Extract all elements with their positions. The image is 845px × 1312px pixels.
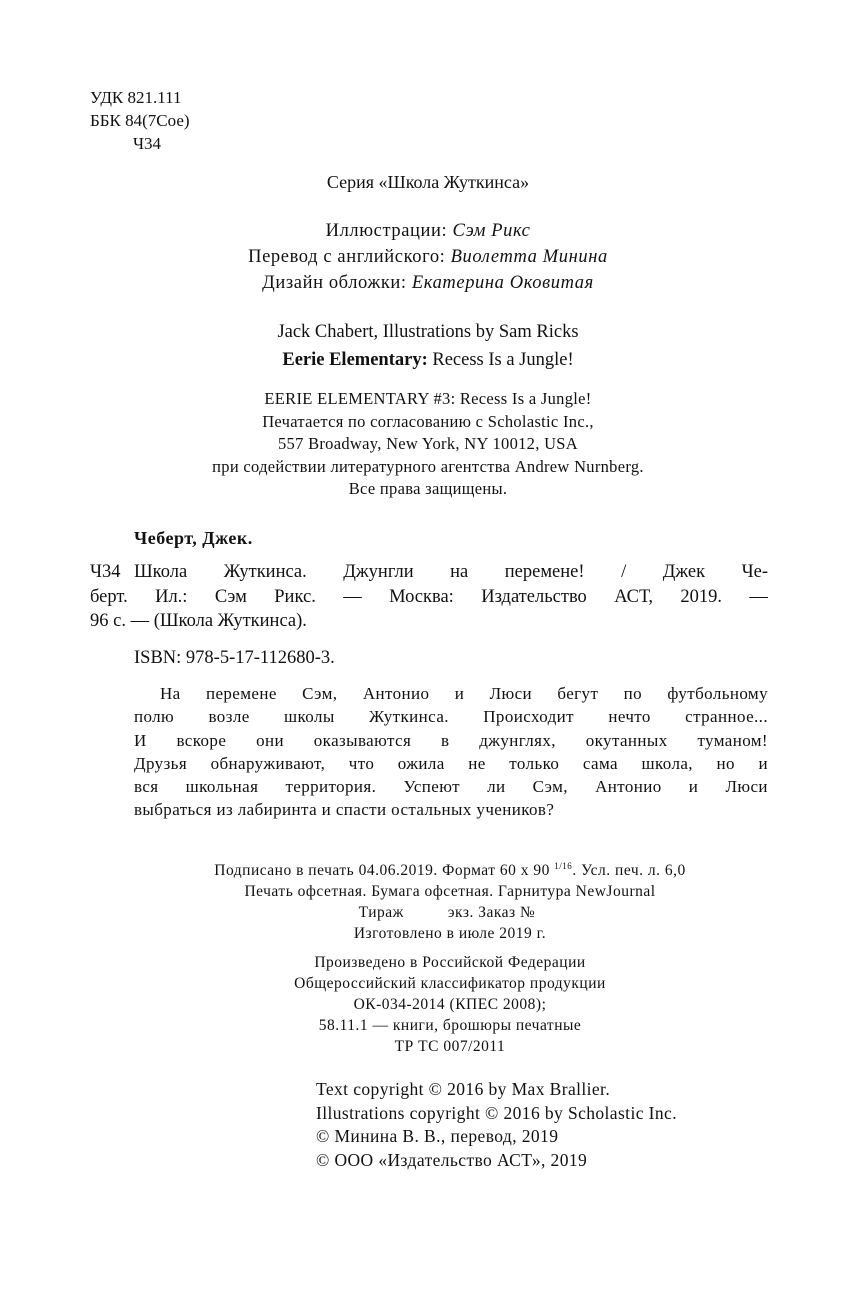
annotation-word: странное... — [685, 707, 768, 727]
annotation-word: школьная — [185, 777, 259, 797]
isbn: ISBN: 978-5-17-112680-3. — [134, 648, 335, 668]
annotation-word: возле — [208, 707, 250, 727]
credit-illustrations: Иллюстрации: Сэм Рикс — [325, 221, 531, 241]
rights-line: EERIE ELEMENTARY #3: Recess Is a Jungle! — [264, 389, 592, 408]
format-fraction: 1/16 — [554, 861, 573, 871]
entry-line-1-text — [134, 560, 768, 585]
rights-line: при содействии литературного агентства Andrew Nurnberg. — [212, 456, 644, 476]
annotation-word: в — [440, 730, 450, 750]
made-line: Изготовлено в июле 2019 г. — [353, 925, 547, 943]
entry-line-2 — [90, 585, 768, 610]
entry-word: Джунгли — [343, 562, 414, 582]
annotation-word: Происходит — [483, 707, 574, 727]
annotation-word: ожила — [397, 753, 445, 773]
annotation-word: выбраться из лабиринта и спасти остальных учеников? — [134, 800, 555, 820]
annotation-line — [134, 775, 768, 798]
production-line: Произведено в Российской Федерации — [314, 954, 586, 971]
annotation-word: Друзья — [134, 753, 188, 773]
entry-word: на — [450, 562, 469, 582]
copyright-block — [316, 1078, 677, 1172]
copyright-line: Text copyright © 2016 by Max Brallier. — [316, 1079, 611, 1099]
production-block — [0, 952, 845, 1057]
copies-label: экз. Заказ № — [447, 904, 536, 922]
author-heading: Чеберт, Джек. — [134, 528, 253, 548]
annotation-word: вскоре — [176, 730, 227, 750]
annotation-word: по — [623, 684, 643, 703]
copyright-line: Illustrations copyright © 2016 by Scholastic Inc. — [316, 1102, 677, 1123]
annotation-word: школы — [283, 707, 335, 727]
entry-code: Ч34 — [90, 562, 121, 582]
entry-word: Ил.: — [155, 586, 188, 607]
annotation-word: Люси — [725, 777, 768, 797]
annotation-word: и — [758, 753, 768, 773]
annotation-word: Люси — [489, 684, 533, 703]
annotation-word: полю — [134, 707, 175, 727]
printing-block — [0, 856, 845, 944]
original-book-title: Recess Is a Jungle! — [427, 350, 574, 370]
series-line: Серия «Школа Жуткинса» — [326, 172, 530, 192]
entry-word: АСТ, — [614, 586, 654, 607]
annotation-word: туманом! — [697, 730, 768, 750]
annotation-word: бегут — [557, 684, 599, 703]
annotation-word: и — [688, 777, 699, 797]
entry-word: Издательство — [481, 586, 587, 607]
annotation-word: школа, — [641, 753, 693, 773]
rights-line: Печатается по согласованию с Scholastic Inc., — [262, 411, 594, 431]
annotation-word: На — [160, 684, 181, 703]
production-line: ТР ТС 007/2011 — [394, 1038, 506, 1055]
bbk-code: ББК 84(7Сое) — [90, 111, 190, 130]
entry-word: — — [343, 586, 362, 607]
entry-word: — — [749, 586, 768, 607]
annotation-word: Сэм, — [532, 777, 568, 797]
annotation-word: Успеют — [403, 777, 460, 797]
credit-cover: Дизайн обложки: Екатерина Оковитая — [262, 273, 594, 293]
entry-line-1 — [90, 560, 768, 585]
rights-block — [0, 388, 845, 501]
annotation-line — [134, 798, 768, 821]
annotation-word: что — [348, 753, 375, 773]
annotation-block — [134, 682, 768, 822]
bibliographic-entry — [90, 560, 768, 634]
rights-line: 557 Broadway, New York, NY 10012, USA — [278, 434, 578, 453]
original-series-title: Eerie Elementary: — [282, 350, 428, 370]
credits-block — [0, 218, 845, 296]
original-title — [0, 346, 845, 374]
annotation-word: территория. — [285, 777, 377, 797]
annotation-word: футбольному — [667, 684, 768, 703]
entry-line-3: 96 с. — (Школа Жуткинса). — [90, 611, 307, 631]
annotation-word: оказываются — [313, 730, 412, 750]
copyright-line: © Минина В. В., перевод, 2019 — [316, 1126, 559, 1146]
entry-word: 2019. — [680, 586, 723, 607]
copyright-line: © ООО «Издательство АСТ», 2019 — [316, 1149, 588, 1170]
entry-word: Че- — [741, 562, 768, 582]
signed-line: Подписано в печать 04.06.2019. Формат 60 x 90 $^{1/16}$. Усл. печ. л. 6,0 — [214, 861, 686, 880]
tirazh-line — [0, 902, 845, 923]
annotation-word: джунглях, — [479, 730, 556, 750]
annotation-word: И — [134, 730, 147, 750]
author-sign-code: Ч34 — [133, 134, 162, 153]
annotation-word: Антонио — [362, 684, 430, 703]
production-line: 58.11.1 — книги, брошюры печатные — [318, 1017, 582, 1034]
annotation-word: не — [468, 753, 486, 773]
annotation-word: нечто — [608, 707, 651, 727]
credit-translation: Перевод с английского: Виолетта Минина — [248, 247, 608, 267]
annotation-word: сама — [582, 753, 618, 773]
production-line: ОК-034-2014 (КПЕС 2008); — [353, 996, 547, 1013]
entry-word: Джек — [662, 562, 706, 582]
annotation-line — [134, 705, 768, 728]
entry-word: Рикс. — [274, 586, 316, 607]
annotation-word: они — [256, 730, 284, 750]
annotation-line — [134, 752, 768, 775]
annotation-line — [134, 729, 768, 752]
entry-word: берт. — [90, 586, 128, 607]
production-line: Общероссийский классификатор продукции — [294, 975, 606, 992]
annotation-word: обнаруживают, — [210, 753, 326, 773]
paper-line: Печать офсетная. Бумага офсетная. Гарнитура NewJournal — [244, 883, 656, 901]
tirazh-label: Тираж — [358, 904, 404, 922]
udk-code: УДК 821.111 — [90, 88, 182, 107]
entry-word: / — [621, 562, 627, 582]
entry-word: перемене! — [504, 562, 585, 582]
annotation-word: но — [716, 753, 735, 773]
catalog-codes — [90, 86, 190, 155]
entry-word: Сэм — [214, 586, 247, 607]
annotation-word: окутанных — [585, 730, 668, 750]
entry-word: Школа — [134, 562, 188, 582]
original-title-block — [0, 318, 845, 374]
annotation-word: ли — [487, 777, 506, 797]
annotation-word: перемене — [205, 684, 277, 703]
annotation-word: Жуткинса. — [368, 707, 449, 727]
original-authors: Jack Chabert, Illustrations by Sam Ricks — [277, 322, 579, 342]
annotation-line — [134, 682, 768, 705]
annotation-word: Сэм, — [302, 684, 338, 703]
rights-line: Все права защищены. — [348, 479, 508, 498]
annotation-word: вся — [134, 777, 159, 797]
annotation-word: только — [509, 753, 560, 773]
entry-word: Москва: — [389, 586, 454, 607]
annotation-word: Антонио — [595, 777, 662, 797]
entry-word: Жуткинса. — [223, 562, 307, 582]
annotation-word: и — [454, 684, 465, 703]
